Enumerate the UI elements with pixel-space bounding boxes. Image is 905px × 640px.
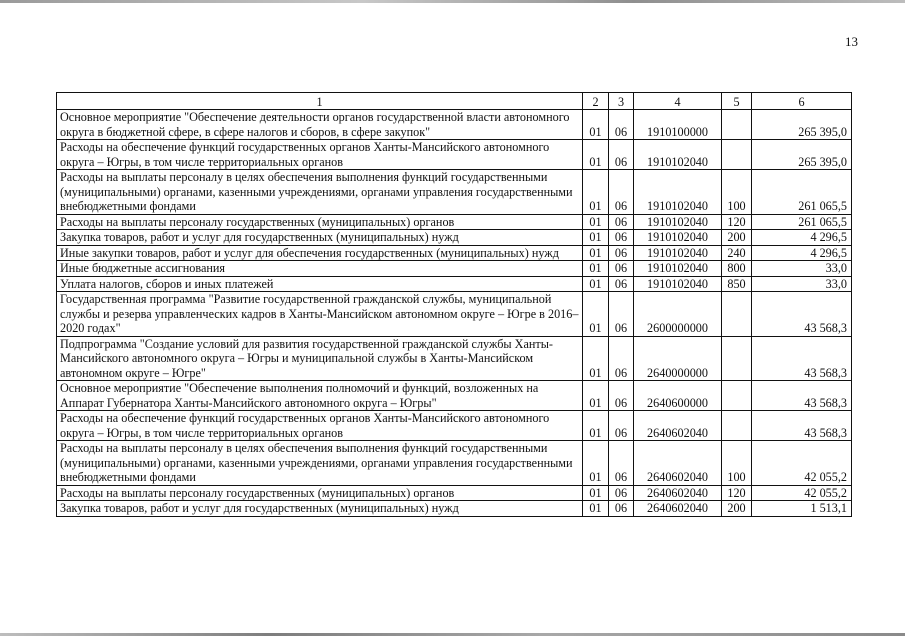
row-subsection-cell: 06 — [609, 245, 634, 261]
row-target-article-cell: 2640600000 — [634, 381, 722, 411]
row-subsection-cell: 06 — [609, 381, 634, 411]
page-number: 13 — [845, 34, 858, 49]
row-amount-cell: 43 568,3 — [752, 381, 852, 411]
row-amount-cell: 43 568,3 — [752, 292, 852, 337]
row-target-article-cell: 1910102040 — [634, 230, 722, 246]
table-row — [57, 501, 852, 517]
row-amount-cell: 261 065,5 — [752, 170, 852, 215]
table-row — [57, 245, 852, 261]
row-name-cell: Закупка товаров, работ и услуг для государственных (муниципальных) нужд — [57, 230, 583, 246]
row-target-article-cell: 1910102040 — [634, 276, 722, 292]
table-row — [57, 214, 852, 230]
table-row — [57, 441, 852, 486]
row-expense-type-cell — [722, 292, 752, 337]
row-amount-cell: 4 296,5 — [752, 245, 852, 261]
table-row — [57, 170, 852, 215]
table-row — [57, 485, 852, 501]
row-section-cell: 01 — [583, 411, 609, 441]
budget-table — [56, 92, 852, 517]
row-section-cell: 01 — [583, 170, 609, 215]
row-subsection-cell: 06 — [609, 292, 634, 337]
row-name-cell: Расходы на выплаты персоналу государственных (муниципальных) органов — [57, 485, 583, 501]
row-expense-type-cell: 200 — [722, 501, 752, 517]
table-row — [57, 230, 852, 246]
row-subsection-cell: 06 — [609, 110, 634, 140]
table-row — [57, 411, 852, 441]
row-expense-type-cell — [722, 411, 752, 441]
row-amount-cell: 4 296,5 — [752, 230, 852, 246]
row-subsection-cell: 06 — [609, 230, 634, 246]
row-expense-type-cell — [722, 381, 752, 411]
row-target-article-cell: 2600000000 — [634, 292, 722, 337]
row-section-cell: 01 — [583, 110, 609, 140]
row-target-article-cell: 1910100000 — [634, 110, 722, 140]
table-row — [57, 292, 852, 337]
row-section-cell: 01 — [583, 292, 609, 337]
row-expense-type-cell: 120 — [722, 214, 752, 230]
row-target-article-cell: 2640602040 — [634, 485, 722, 501]
column-header: 2 — [583, 93, 609, 110]
column-header: 5 — [722, 93, 752, 110]
row-section-cell: 01 — [583, 214, 609, 230]
row-amount-cell: 43 568,3 — [752, 411, 852, 441]
row-subsection-cell: 06 — [609, 441, 634, 486]
row-target-article-cell: 2640602040 — [634, 441, 722, 486]
row-section-cell: 01 — [583, 501, 609, 517]
row-amount-cell: 33,0 — [752, 276, 852, 292]
row-target-article-cell: 1910102040 — [634, 214, 722, 230]
row-expense-type-cell — [722, 110, 752, 140]
row-name-cell: Основное мероприятие "Обеспечение выполнения полномочий и функций, возложенных на Аппарат Губернатора Ханты-Мансийского автономного округа – Югры" — [57, 381, 583, 411]
table-row — [57, 110, 852, 140]
row-subsection-cell: 06 — [609, 214, 634, 230]
row-expense-type-cell: 120 — [722, 485, 752, 501]
row-subsection-cell: 06 — [609, 336, 634, 381]
row-amount-cell: 261 065,5 — [752, 214, 852, 230]
row-section-cell: 01 — [583, 140, 609, 170]
row-name-cell: Уплата налогов, сборов и иных платежей — [57, 276, 583, 292]
row-name-cell: Закупка товаров, работ и услуг для государственных (муниципальных) нужд — [57, 501, 583, 517]
table-row — [57, 381, 852, 411]
row-name-cell: Расходы на выплаты персоналу государственных (муниципальных) органов — [57, 214, 583, 230]
table-header-row — [57, 93, 852, 110]
column-header: 1 — [57, 93, 583, 110]
row-name-cell: Расходы на выплаты персоналу в целях обеспечения выполнения функций государственными (муниципальными) органами, казенными учреждениями, органами управления государственными внебюджетными фондами — [57, 170, 583, 215]
row-name-cell: Иные бюджетные ассигнования — [57, 261, 583, 277]
row-section-cell: 01 — [583, 336, 609, 381]
row-target-article-cell: 2640000000 — [634, 336, 722, 381]
row-expense-type-cell: 200 — [722, 230, 752, 246]
table-body — [57, 110, 852, 517]
row-amount-cell: 42 055,2 — [752, 485, 852, 501]
row-amount-cell: 1 513,1 — [752, 501, 852, 517]
row-amount-cell: 265 395,0 — [752, 110, 852, 140]
row-target-article-cell: 1910102040 — [634, 245, 722, 261]
row-subsection-cell: 06 — [609, 140, 634, 170]
table-row — [57, 140, 852, 170]
row-expense-type-cell: 240 — [722, 245, 752, 261]
row-name-cell: Расходы на обеспечение функций государственных органов Ханты-Мансийского автономного округа – Югры, в том числе территориальных органов — [57, 411, 583, 441]
row-expense-type-cell — [722, 336, 752, 381]
row-name-cell: Расходы на обеспечение функций государственных органов Ханты-Мансийского автономного округа – Югры, в том числе территориальных органов — [57, 140, 583, 170]
row-expense-type-cell — [722, 140, 752, 170]
table-row — [57, 336, 852, 381]
row-section-cell: 01 — [583, 441, 609, 486]
row-name-cell: Расходы на выплаты персоналу в целях обеспечения выполнения функций государственными (муниципальными) органами, казенными учреждениями, органами управления государственными внебюджетными фондами — [57, 441, 583, 486]
row-name-cell: Иные закупки товаров, работ и услуг для обеспечения государственных (муниципальных) нужд — [57, 245, 583, 261]
row-amount-cell: 42 055,2 — [752, 441, 852, 486]
row-subsection-cell: 06 — [609, 170, 634, 215]
row-section-cell: 01 — [583, 230, 609, 246]
row-expense-type-cell: 100 — [722, 441, 752, 486]
row-section-cell: 01 — [583, 381, 609, 411]
row-section-cell: 01 — [583, 276, 609, 292]
row-subsection-cell: 06 — [609, 411, 634, 441]
row-expense-type-cell: 100 — [722, 170, 752, 215]
scan-edge-top — [0, 0, 905, 3]
column-header: 4 — [634, 93, 722, 110]
row-target-article-cell: 1910102040 — [634, 261, 722, 277]
scan-edge-bottom — [0, 633, 905, 636]
row-section-cell: 01 — [583, 261, 609, 277]
table-row — [57, 261, 852, 277]
row-name-cell: Основное мероприятие "Обеспечение деятельности органов государственной власти автономного округа в бюджетной сфере, в сфере налогов и сборов, в сфере закупок" — [57, 110, 583, 140]
column-header: 3 — [609, 93, 634, 110]
row-target-article-cell: 1910102040 — [634, 140, 722, 170]
row-expense-type-cell: 850 — [722, 276, 752, 292]
row-expense-type-cell: 800 — [722, 261, 752, 277]
row-target-article-cell: 2640602040 — [634, 411, 722, 441]
row-section-cell: 01 — [583, 245, 609, 261]
row-section-cell: 01 — [583, 485, 609, 501]
row-subsection-cell: 06 — [609, 276, 634, 292]
row-target-article-cell: 1910102040 — [634, 170, 722, 215]
row-subsection-cell: 06 — [609, 501, 634, 517]
row-amount-cell: 43 568,3 — [752, 336, 852, 381]
row-subsection-cell: 06 — [609, 261, 634, 277]
row-target-article-cell: 2640602040 — [634, 501, 722, 517]
table-row — [57, 276, 852, 292]
row-subsection-cell: 06 — [609, 485, 634, 501]
row-amount-cell: 33,0 — [752, 261, 852, 277]
row-name-cell: Подпрограмма "Создание условий для развития государственной гражданской службы Ханты-Мансийского автономного округа – Югры и муниципальной службы в Ханты-Мансийском автономном округе – Югре" — [57, 336, 583, 381]
row-amount-cell: 265 395,0 — [752, 140, 852, 170]
column-header: 6 — [752, 93, 852, 110]
row-name-cell: Государственная программа "Развитие государственной гражданской службы, муниципальной службы и резерва управленческих кадров в Ханты-Мансийском автономном округе – Югре в 2016–2020 годах" — [57, 292, 583, 337]
